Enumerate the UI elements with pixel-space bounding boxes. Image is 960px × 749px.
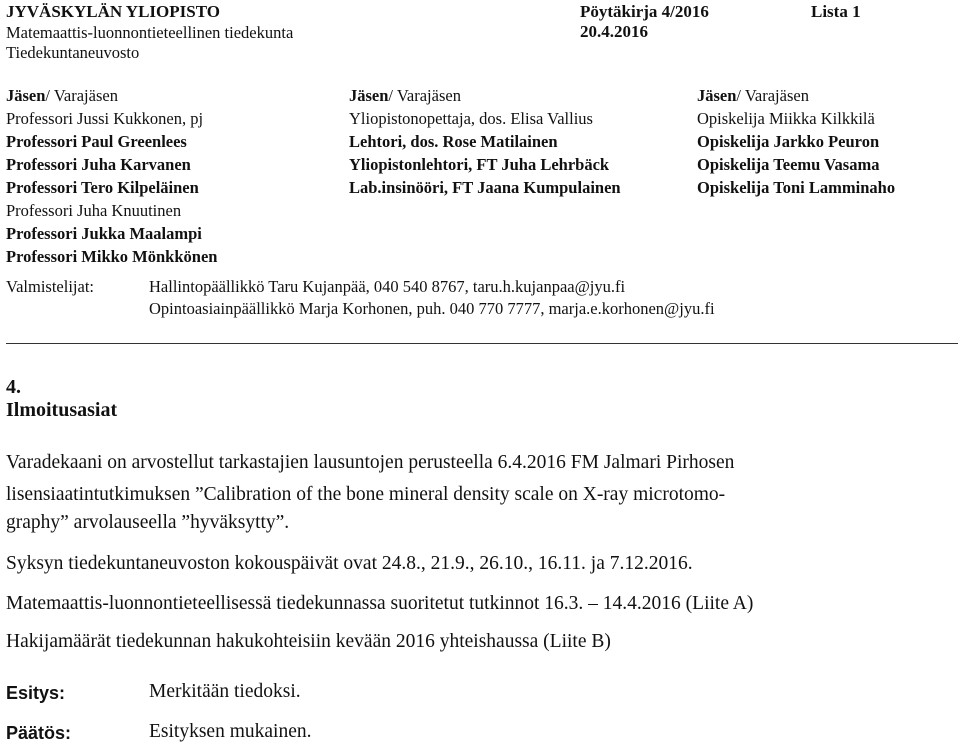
members-column-3 bbox=[697, 84, 895, 199]
substitute-heading-label: / Varajäsen bbox=[388, 86, 461, 105]
member-entry: Lab.insinööri, FT Jaana Kumpulainen bbox=[349, 178, 621, 197]
member-entry: Professori Paul Greenlees bbox=[6, 132, 187, 151]
member-entry: Yliopistonlehtori, FT Juha Lehrbäck bbox=[349, 155, 610, 174]
member-entry: Professori Juha Karvanen bbox=[6, 155, 191, 174]
minutes-number: Pöytäkirja 4/2016 bbox=[580, 2, 709, 21]
members-column-1-heading bbox=[6, 84, 217, 107]
paragraph-1-line-3: graphy” arvolauseella ”hyväksytty”. bbox=[6, 512, 290, 533]
university-name: JYVÄSKYLÄN YLIOPISTO bbox=[6, 2, 220, 21]
member-entry: Professori Tero Kilpeläinen bbox=[6, 178, 199, 197]
member-entry: Professori Jukka Maalampi bbox=[6, 224, 202, 243]
members-column-3-heading bbox=[697, 84, 895, 107]
paragraph-1-line-1: Varadekaani on arvostellut tarkastajien lausuntojen perusteella 6.4.2016 FM Jalmari Pirhosen bbox=[6, 452, 735, 473]
member-entry: Opiskelija Teemu Vasama bbox=[697, 155, 880, 174]
paragraph-2: Syksyn tiedekuntaneuvoston kokouspäivät ovat 24.8., 21.9., 26.10., 16.11. ja 7.12.2016. bbox=[6, 553, 693, 574]
preparer-2: Opintoasiainpäällikkö Marja Korhonen, puh. 040 770 7777, marja.e.korhonen@jyu.fi bbox=[149, 299, 715, 318]
members-column-2 bbox=[349, 84, 621, 199]
paragraph-3: Matemaattis-luonnontieteellisessä tiedekunnassa suoritetut tutkinnot 16.3. – 14.4.2016 (Liite A) bbox=[6, 593, 754, 614]
list-number: Lista 1 bbox=[811, 2, 861, 21]
member-heading-label: Jäsen bbox=[697, 86, 737, 105]
substitute-heading-label: / Varajäsen bbox=[736, 86, 809, 105]
preparers-label: Valmistelijat: bbox=[6, 277, 94, 296]
member-entry: Professori Mikko Mönkkönen bbox=[6, 247, 218, 266]
members-column-2-heading bbox=[349, 84, 621, 107]
preparer-1: Hallintopäällikkö Taru Kujanpää, 040 540 8767, taru.h.kujanpaa@jyu.fi bbox=[149, 277, 626, 296]
proposal-text: Merkitään tiedoksi. bbox=[149, 681, 301, 702]
member-entry: Professori Juha Knuutinen bbox=[6, 201, 182, 220]
council-name: Tiedekuntaneuvosto bbox=[6, 43, 140, 62]
member-entry: Lehtori, dos. Rose Matilainen bbox=[349, 132, 558, 151]
faculty-name: Matemaattis-luonnontieteellinen tiedekunta bbox=[6, 23, 294, 42]
member-entry: Professori Jussi Kukkonen, pj bbox=[6, 109, 204, 128]
member-entry: Yliopistonopettaja, dos. Elisa Vallius bbox=[349, 109, 593, 128]
member-entry: Opiskelija Jarkko Peuron bbox=[697, 132, 880, 151]
decision-label: Päätös: bbox=[6, 723, 72, 743]
section-divider bbox=[6, 343, 958, 344]
paragraph-4: Hakijamäärät tiedekunnan hakukohteisiin kevään 2016 yhteishaussa (Liite B) bbox=[6, 631, 611, 652]
meeting-date: 20.4.2016 bbox=[580, 22, 648, 41]
proposal-label: Esitys: bbox=[6, 683, 66, 703]
member-heading-label: Jäsen bbox=[349, 86, 389, 105]
members-column-1 bbox=[6, 84, 217, 268]
member-heading-label: Jäsen bbox=[6, 86, 46, 105]
item-title: Ilmoitusasiat bbox=[6, 399, 118, 421]
member-entry: Opiskelija Miikka Kilkkilä bbox=[697, 109, 875, 128]
paragraph-1-line-2: lisensiaatintutkimuksen ”Calibration of the bone mineral density scale on X-ray microtomo- bbox=[6, 484, 726, 505]
decision-text: Esityksen mukainen. bbox=[149, 721, 312, 742]
member-entry: Opiskelija Toni Lamminaho bbox=[697, 178, 896, 197]
item-number: 4. bbox=[6, 376, 21, 398]
substitute-heading-label: / Varajäsen bbox=[45, 86, 118, 105]
